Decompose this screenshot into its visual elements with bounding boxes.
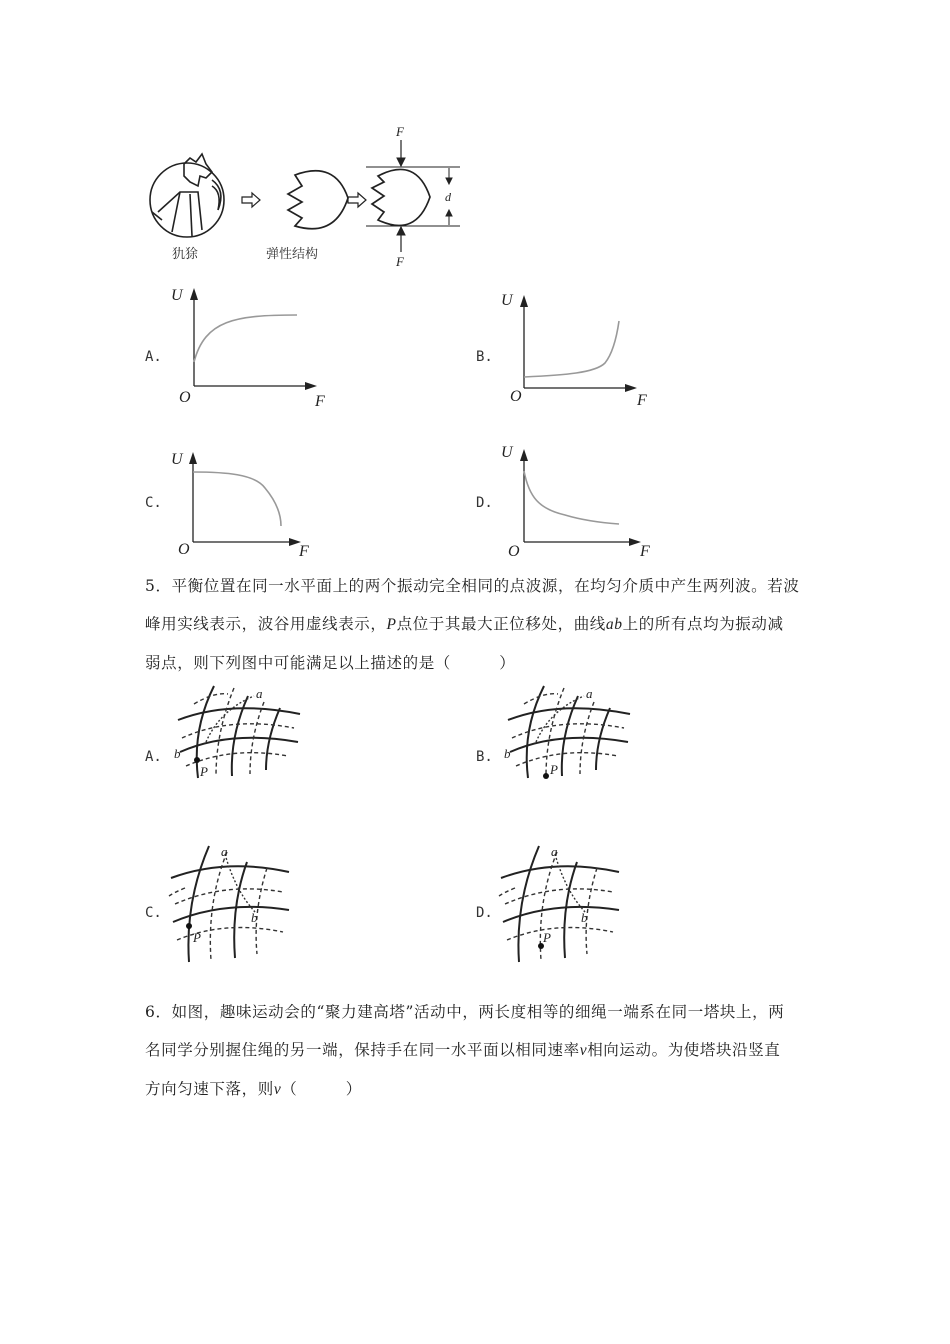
q5-wave-diagram-a <box>170 680 310 780</box>
q6-line-3-part-b: （ ） <box>281 1080 362 1098</box>
question-5-text <box>145 567 810 682</box>
q5-line-2-part-b: 点位于其最大正位移处，曲线 <box>396 615 606 633</box>
armadillo-drawing <box>150 154 224 237</box>
question-number: 5 <box>145 577 156 595</box>
caption-armadillo: 犰狳 <box>172 247 199 262</box>
axis-label-u: U <box>171 451 183 468</box>
label-p: P <box>200 764 208 779</box>
axis-label-f: F <box>315 393 325 410</box>
axis-label-f: F <box>637 392 647 409</box>
q5-option-d-letter: D. <box>476 905 493 921</box>
origin-label: O <box>508 543 520 560</box>
velocity-symbol: v <box>273 1081 282 1098</box>
curve-d <box>524 471 619 524</box>
q6-line-1: 6．如图，趣味运动会的“聚力建高塔”活动中，两长度相等的细绳一端系在同一塔块上，两 <box>145 1003 785 1021</box>
q5-wave-diagram-c <box>165 842 310 967</box>
q4-graph-c <box>165 440 335 565</box>
q4-graph-a <box>165 280 335 410</box>
origin-label: O <box>510 388 522 405</box>
label-p: P <box>550 762 558 777</box>
axis-label-f: F <box>640 543 650 560</box>
q5-option-b-letter: B. <box>476 749 493 765</box>
force-label-bottom: F <box>396 254 404 269</box>
curve-c <box>193 472 281 526</box>
q4-graph-d <box>495 435 665 565</box>
label-a: a <box>256 686 263 701</box>
label-b: b <box>174 746 181 761</box>
origin-label: O <box>178 541 190 558</box>
q6-line-3-part-a: 方向匀速下落，则 <box>145 1080 274 1098</box>
q6-line-2 <box>145 1031 810 1070</box>
label-p: P <box>543 930 551 945</box>
axis-label-f: F <box>299 543 309 560</box>
axis-label-u: U <box>501 444 513 461</box>
gap-label: d <box>445 190 451 204</box>
q5-line-3-text: 弱点，则下列图中可能满足以上描述的是（ ） <box>145 654 516 672</box>
origin-label: O <box>179 389 191 406</box>
label-b: b <box>581 910 588 925</box>
question-number: 6 <box>145 1003 156 1021</box>
label-b: b <box>251 910 258 925</box>
force-label-top: F <box>396 124 404 139</box>
q4-option-d-letter: D. <box>476 495 493 511</box>
q6-line-1-text: 如图，趣味运动会的“聚力建高塔”活动中，两长度相等的细绳一端系在同一塔块上，两 <box>171 1003 785 1021</box>
label-a: a <box>551 844 558 859</box>
curve-a <box>194 315 297 362</box>
q4-option-c-letter: C. <box>145 495 162 511</box>
curve-b <box>524 321 619 377</box>
q6-line-2-part-b: 相向运动。为使塔块沿竖直 <box>587 1041 781 1059</box>
q5-option-a-letter: A. <box>145 749 162 765</box>
label-b: b <box>504 746 511 761</box>
label-a: a <box>586 686 593 701</box>
q4-graph-b <box>495 285 665 415</box>
caption-elastic-structure: 弹性结构 <box>266 247 319 262</box>
curve-ab-symbol: ab <box>605 616 623 633</box>
q6-line-2-part-a: 名同学分别握住绳的另一端，保持手在同一水平面以相同速率 <box>145 1041 580 1059</box>
q5-line-2-part-c: 上的所有点均为振动减 <box>622 615 784 633</box>
point-p-symbol: P <box>386 616 397 633</box>
q5-line-1-text: 平衡位置在同一水平面上的两个振动完全相同的点波源，在均匀介质中产生两列波。若波 <box>171 577 800 595</box>
label-p: P <box>193 930 201 945</box>
arrow-icon <box>348 193 366 207</box>
q4-option-a-letter: A. <box>145 349 162 365</box>
arrow-icon <box>242 193 260 207</box>
q5-line-3 <box>145 644 810 682</box>
velocity-symbol: v <box>579 1042 588 1059</box>
q6-line-3 <box>145 1070 810 1109</box>
label-a: a <box>221 844 228 859</box>
q4-option-b-letter: B. <box>476 349 493 365</box>
axis-label-u: U <box>501 292 513 309</box>
elastic-structure-shape <box>288 171 348 229</box>
q5-line-2-part-a: 峰用实线表示，波谷用虚线表示， <box>145 615 387 633</box>
q5-line-2 <box>145 605 810 644</box>
q5-wave-diagram-d <box>495 842 640 967</box>
question-6-text <box>145 993 810 1109</box>
q5-option-c-letter: C. <box>145 905 162 921</box>
q5-wave-diagram-b <box>500 680 640 780</box>
axis-label-u: U <box>171 287 183 304</box>
q5-line-1: 5．平衡位置在同一水平面上的两个振动完全相同的点波源，在均匀介质中产生两列波。若波 <box>145 577 800 595</box>
